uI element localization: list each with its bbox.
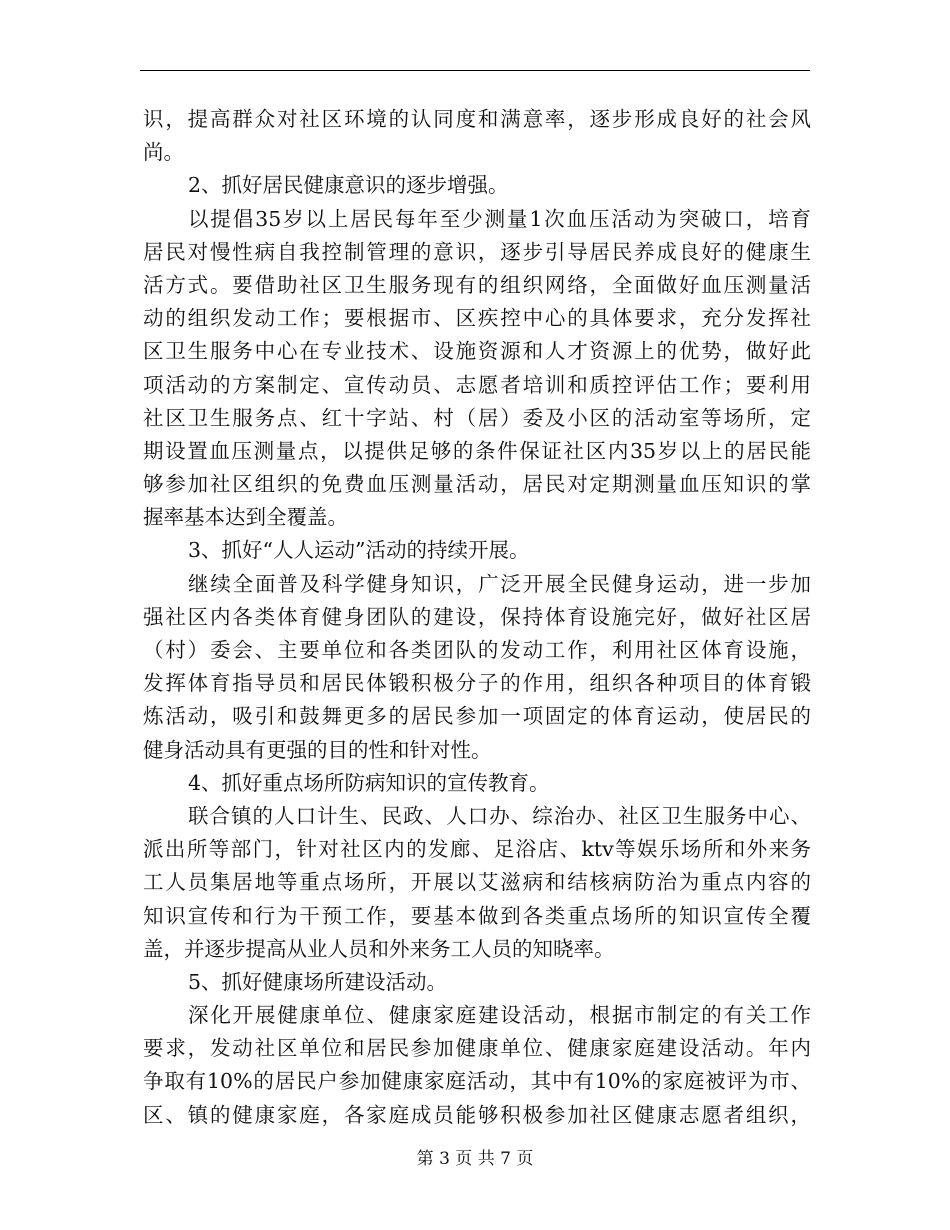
text-line: 知识宣传和行为干预工作，要基本做到各类重点场所的知识宣传全覆 — [143, 903, 811, 928]
text-line: 以提倡35岁以上居民每年至少测量1次血压活动为突破口，培育 — [188, 206, 811, 231]
text-line: 社区卫生服务点、红十字站、村（居）委及小区的活动室等场所，定 — [143, 405, 811, 430]
section-heading: 3、抓好“人人运动”活动的持续开展。 — [188, 538, 530, 563]
section-heading: 2、抓好居民健康意识的逐步增强。 — [188, 173, 509, 198]
text-line: 识，提高群众对社区环境的认同度和满意率，逐步形成良好的社会风 — [143, 107, 811, 131]
section-heading: 4、抓好重点场所防病知识的宣传教育。 — [188, 770, 550, 795]
text-line: 居民对慢性病自我控制管理的意识，逐步引导居民养成良好的健康生 — [143, 239, 811, 264]
document-body — [143, 103, 811, 1132]
text-line: 深化开展健康单位、健康家庭建设活动，根据市制定的有关工作 — [188, 1003, 811, 1028]
page-number-footer: 第 3 页 共 7 页 — [416, 1149, 534, 1169]
text-line: 活方式。要借助社区卫生服务现有的组织网络，全面做好血压测量活 — [143, 272, 811, 297]
text-line: 握率基本达到全覆盖。 — [143, 505, 348, 530]
text-line: 要求，发动社区单位和居民参加健康单位、健康家庭建设活动。年内 — [143, 1036, 811, 1061]
text-line: 强社区内各类体育健身团队的建设，保持体育设施完好，做好社区居 — [143, 604, 811, 629]
text-line: 工人员集居地等重点场所，开展以艾滋病和结核病防治为重点内容的 — [143, 870, 811, 895]
text-line: 动的组织发动工作；要根据市、区疾控中心的具体要求，充分发挥社 — [143, 306, 811, 331]
text-line: 炼活动，吸引和鼓舞更多的居民参加一项固定的体育运动，使居民的 — [143, 704, 811, 729]
text-line: 健身活动具有更强的目的性和针对性。 — [143, 737, 492, 762]
text-line: 继续全面普及科学健身知识，广泛开展全民健身运动，进一步加 — [188, 571, 811, 596]
section-heading: 5、抓好健康场所建设活动。 — [188, 969, 448, 994]
header-rule — [140, 70, 810, 71]
text-line: 尚。 — [143, 140, 184, 165]
text-line: 盖，并逐步提高从业人员和外来务工人员的知晓率。 — [143, 936, 615, 961]
text-line: 派出所等部门，针对社区内的发廊、足浴店、ktv等娱乐场所和外来务 — [143, 837, 811, 862]
text-line: 够参加社区组织的免费血压测量活动，居民对定期测量血压知识的掌 — [143, 472, 811, 497]
text-line: 发挥体育指导员和居民体锻积极分子的作用，组织各种项目的体育锻 — [143, 671, 811, 696]
text-line: 联合镇的人口计生、民政、人口办、综治办、社区卫生服务中心、 — [188, 803, 811, 828]
text-line: 期设置血压测量点，以提供足够的条件保证社区内35岁以上的居民能 — [143, 438, 811, 463]
text-line: 区、镇的健康家庭，各家庭成员能够积极参加社区健康志愿者组织， — [143, 1102, 811, 1127]
text-line: 项活动的方案制定、宣传动员、志愿者培训和质控评估工作；要利用 — [143, 372, 811, 397]
text-line: 争取有10%的居民户参加健康家庭活动，其中有10%的家庭被评为市、 — [143, 1069, 811, 1094]
text-line: 区卫生服务中心在专业技术、设施资源和人才资源上的优势，做好此 — [143, 339, 811, 364]
text-line: （村）委会、主要单位和各类团队的发动工作，利用社区体育设施， — [143, 638, 811, 662]
